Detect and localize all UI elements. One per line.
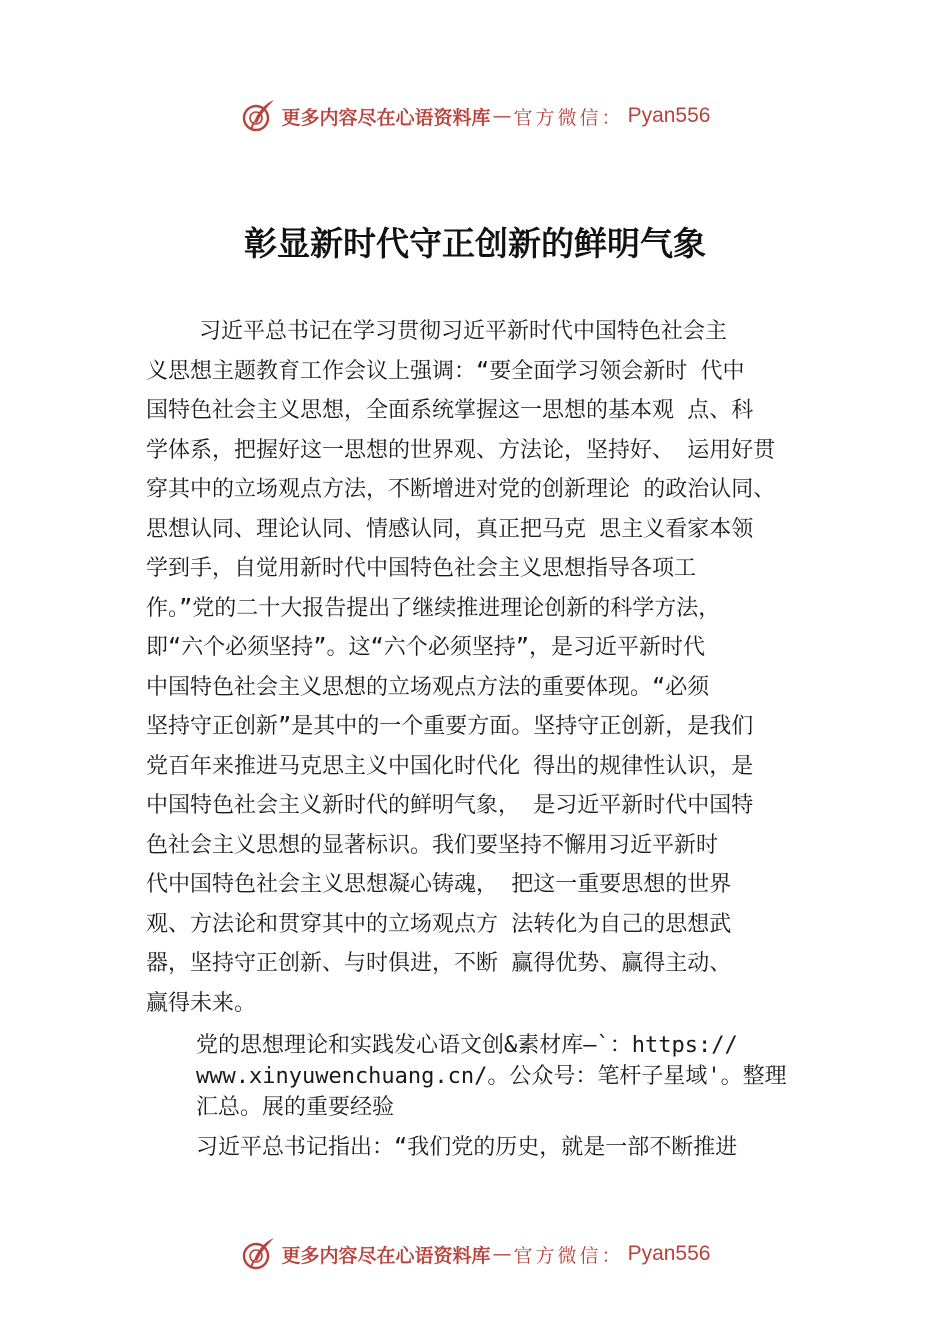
body-line: 思想认同、理论认同、情感认同，真正把马克 思主义看家本领 <box>146 516 754 542</box>
body-line: 色社会主义思想的显著标识。我们要坚持不懈用习近平新时 <box>146 832 719 858</box>
next-paragraph-start: 习近平总书记指出：“我们党的历史，就是一部不断推进 <box>196 1135 738 1160</box>
body-line: 赢得未来。 <box>146 990 257 1016</box>
body-line: 穿其中的立场观点方法，不断增进对党的创新理论 的政治认同、 <box>146 477 776 502</box>
quill-pen-logo-icon <box>240 1236 276 1272</box>
body-line: 中国特色社会主义新时代的鲜明气象， 是习近平新时代中国特 <box>146 793 754 818</box>
note-line: www.xinyuwenchuang.cn/。公众号：笔杆子星域'。整理 <box>196 1064 787 1089</box>
banner-separator: — <box>492 1243 512 1265</box>
body-line: 国特色社会主义思想，全面系统掌握这一思想的基本观 点、科 <box>146 398 754 423</box>
banner-wechat-label: 官方微信： <box>513 106 624 129</box>
body-line: 即“六个必须坚持”。这“六个必须坚持”，是习近平新时代 <box>146 635 705 660</box>
body-line: 观、方法论和贯穿其中的立场观点方 法转化为自己的思想武 <box>146 911 732 937</box>
source-note <box>196 1030 836 1123</box>
banner-wechat-handle: Pyan556 <box>627 1242 711 1265</box>
note-line: 党的思想理论和实践发心语文创&素材库—`：https:// <box>196 1033 738 1058</box>
body-line: 代中国特色社会主义思想凝心铸魂， 把这一重要思想的世界 <box>146 872 732 897</box>
body-line: 器，坚持守正创新、与时俱进，不断 赢得优势、赢得主动、 <box>146 951 732 976</box>
body-line: 中国特色社会主义思想的立场观点方法的重要体现。“必须 <box>146 674 710 700</box>
body-line: 作。”党的二十大报告提出了继续推进理论创新的科学方法， <box>146 595 721 621</box>
note-line: 汇总。展的重要经验 <box>196 1095 395 1120</box>
banner-wechat-handle: Pyan556 <box>627 104 711 127</box>
body-line: 习近平总书记在学习贯彻习近平新时代中国特色社会主 <box>146 319 727 344</box>
body-line: 学到手，自觉用新时代中国特色社会主义思想指导各项工 <box>146 556 697 581</box>
quill-pen-logo-icon <box>240 98 276 134</box>
banner-slogan: 更多内容尽在心语资料库 <box>281 106 491 129</box>
body-line: 义思想主题教育工作会议上强调：“要全面学习领会新时 代中 <box>146 358 745 384</box>
banner-slogan: 更多内容尽在心语资料库 <box>281 1244 491 1267</box>
body-line: 坚持守正创新”是其中的一个重要方面。坚持守正创新，是我们 <box>146 714 754 739</box>
footer-banner <box>0 1232 950 1276</box>
banner-separator: — <box>492 105 512 127</box>
body-line: 党百年来推进马克思主义中国化时代化 得出的规律性认识，是 <box>146 753 754 779</box>
body-paragraph <box>146 312 832 1023</box>
header-banner <box>0 94 950 138</box>
body-line: 学体系，把握好这一思想的世界观、方法论，坚持好、 运用好贯 <box>146 437 776 463</box>
document-title: 彰显新时代守正创新的鲜明气象 <box>244 224 706 264</box>
banner-wechat-label: 官方微信： <box>513 1244 624 1267</box>
